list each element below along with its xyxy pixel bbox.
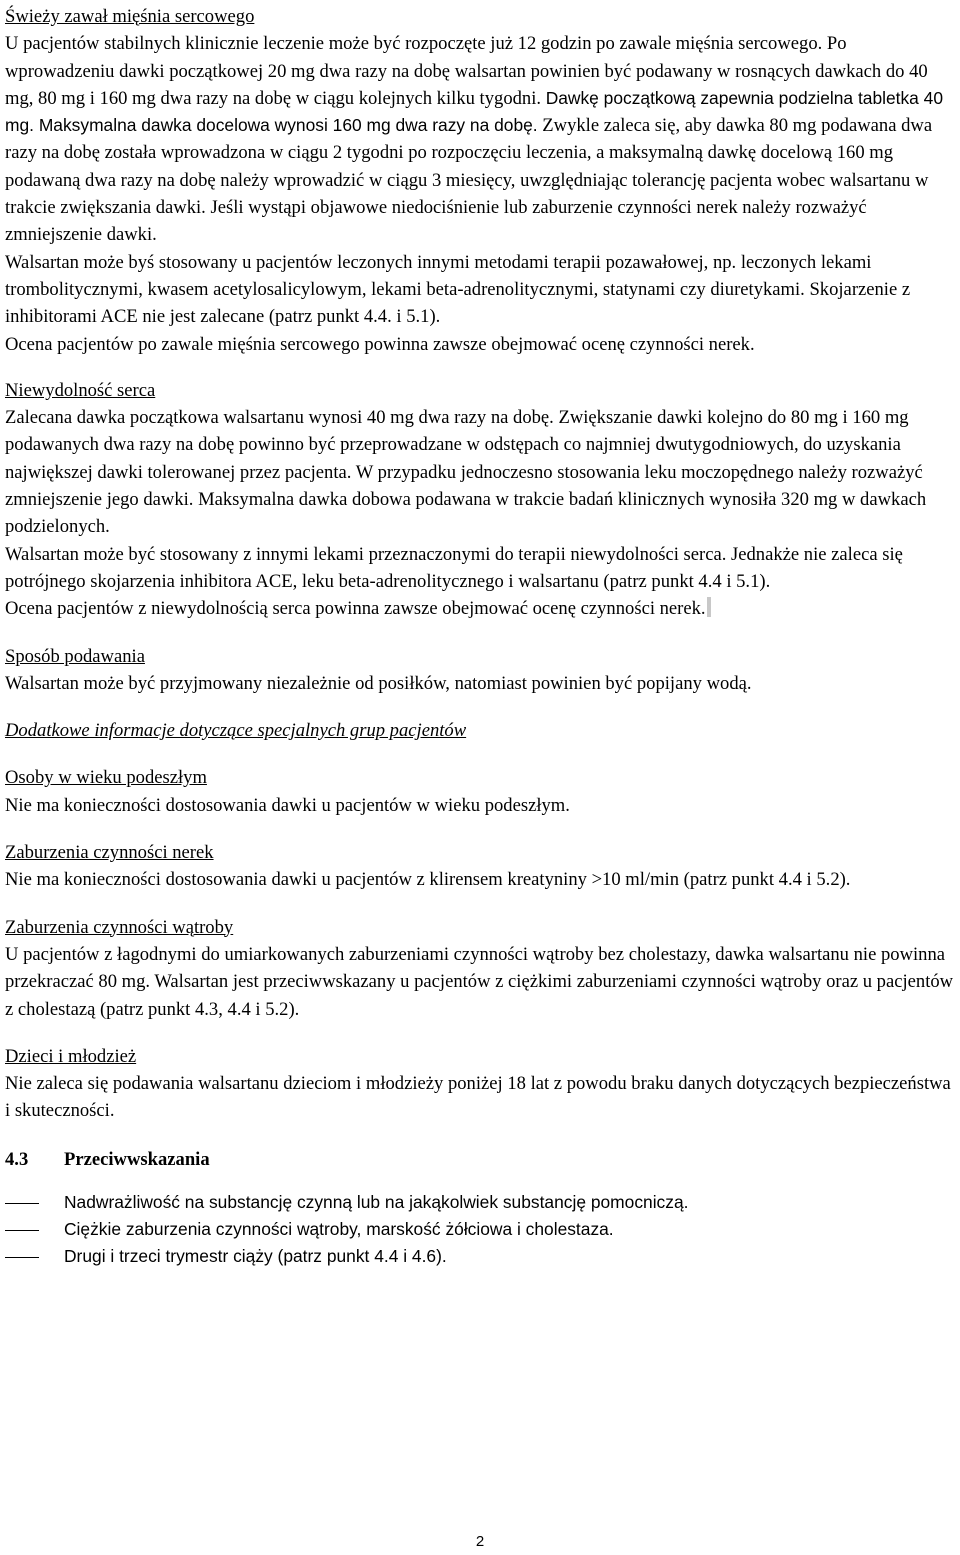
section-hepatic-impairment bbox=[5, 914, 955, 1023]
section-special-populations bbox=[5, 717, 955, 744]
paragraph: U pacjentów z łagodnymi do umiarkowanych zaburzeniami czynności wątroby bez cholestazy, dawka walsartanu nie powinna przekraczać 80 mg. Walsartan jest przeciwwskazany u pacjentów z ciężkimi zaburzeniami czynności wątroby oraz u pacjentów z cholestazą (patrz punkt 4.3, 4.4 i 5.2). bbox=[5, 943, 954, 1020]
paragraph-text: U pacjentów stabilnych klinicznie leczenie może być rozpoczęte już 12 godzin po zawale mięśnia sercowego. Po wprowadzeniu dawki początkowej 20 mg dwa razy na dobę walsartan powinien być podawany w rosnących dawkach do 40 mg, 80 mg i 160 mg dwa razy na dobę w ciągu kolejnych kilku tygodni. bbox=[5, 33, 928, 109]
paragraph-text: Ocena pacjentów z niewydolnością serca powinna zawsze obejmować ocenę czynności nerek. bbox=[5, 598, 706, 620]
paragraph bbox=[5, 30, 955, 248]
paragraph: Walsartan może być przyjmowany niezależnie od posiłków, natomiast powinien być popijany wodą. bbox=[5, 672, 752, 694]
list-item bbox=[5, 1216, 955, 1243]
section-title-text: Przeciwwskazania bbox=[64, 1148, 210, 1170]
section-elderly bbox=[5, 764, 955, 819]
section-number: 4.3 bbox=[5, 1148, 29, 1170]
section-heading: Dodatkowe informacje dotyczące specjalnych grup pacjentów bbox=[5, 720, 467, 742]
section-heading: Dzieci i młodzież bbox=[5, 1045, 137, 1067]
text-cursor bbox=[707, 597, 711, 617]
list-item-text: Drugi i trzeci trymestr ciąży (patrz punkt 4.4 i 4.6). bbox=[64, 1246, 447, 1267]
section-heading: Niewydolność serca bbox=[5, 379, 156, 401]
list-item-text: Ciężkie zaburzenia czynności wątroby, marskość żółciowa i cholestaza. bbox=[64, 1218, 614, 1239]
contraindications-list bbox=[5, 1189, 955, 1271]
paragraph-text: Dawkę początkową zapewnia podzielna tabletka 40 mg. Maksymalna dawka docelowa wynosi 160 mg dwa razy na dobę. bbox=[5, 87, 944, 136]
paragraph: Nie ma konieczności dostosowania dawki u pacjentów w wieku podeszłym. bbox=[5, 794, 570, 816]
list-item-text: Nadwrażliwość na substancję czynną lub na jakąkolwiek substancję pomocniczą. bbox=[64, 1191, 689, 1212]
paragraph: Ocena pacjentów po zawale mięśnia sercowego powinna zawsze obejmować ocenę czynności nerek. bbox=[5, 333, 755, 355]
paragraph: Nie zaleca się podawania walsartanu dzieciom i młodzieży poniżej 18 lat z powodu braku danych dotyczących bezpieczeństwa i skuteczności. bbox=[5, 1073, 951, 1122]
section-administration bbox=[5, 643, 955, 698]
paragraph: Zalecana dawka początkowa walsartanu wynosi 40 mg dwa razy na dobę. Zwiększanie dawki kolejno do 80 mg i 160 mg podawanych dwa razy na dobę powinno być przeprowadzane w odstępach co najmniej dwutygodniowych, do uzyskania największej dawki tolerowanej przez pacjenta. W przypadku jednoczesno stosowania leku moczopędnego należy rozważyć zmniejszenie jego dawki. Maksymalna dawka dobowa podawana w trakcie badań klinicznych wynosiła 320 mg w dawkach podzielonych. bbox=[5, 407, 927, 538]
section-heading: Świeży zawał mięśnia sercowego bbox=[5, 6, 255, 27]
section-heart-failure bbox=[5, 377, 955, 623]
section-heading: Sposób podawania bbox=[5, 645, 145, 667]
paragraph bbox=[5, 595, 955, 622]
section-heading: Osoby w wieku podeszłym bbox=[5, 767, 207, 789]
paragraph: Walsartan może byś stosowany u pacjentów leczonych innymi metodami terapii pozawałowej, np. leczonych lekami trombolitycznymi, kwasem acetylosalicylowym, lekami beta-adrenolitycznymi, statynami czy diuretykami. Skojarzenie z inhibitorami ACE nie jest zalecane (patrz punkt 4.4. i 5.1). bbox=[5, 251, 911, 328]
section-myocardial-infarction bbox=[5, 3, 955, 358]
section-title bbox=[5, 1147, 955, 1173]
paragraph-text: Zwykle zaleca się, aby dawka 80 mg podawana dwa razy na dobę została wprowadzona w ciągu 2 tygodni po rozpoczęciu leczenia, a maksymalną dawkę docelową 160 mg podawaną dwa razy na dobę należy wprowadzić w ciągu 3 miesięcy, uwzględniając tolerancję pacjenta wobec walsartanu w trakcie zwiększania dawki. Jeśli wystąpi objawowe niedociśnienie lub zaburzenie czynności nerek należy rozważyć zmniejszenie dawki. bbox=[5, 115, 933, 246]
section-heading: Zaburzenia czynności wątroby bbox=[5, 916, 234, 938]
section-renal-impairment bbox=[5, 839, 955, 894]
section-paediatric bbox=[5, 1043, 955, 1125]
document-page bbox=[5, 3, 955, 1271]
paragraph: Walsartan może być stosowany z innymi lekami przeznaczonymi do terapii niewydolności serca. Jednakże nie zaleca się potrójnego skojarzenia inhibitora ACE, leku beta-adrenolitycznego i walsartanu (patrz punkt 4.4 i 5.1). bbox=[5, 543, 903, 592]
section-contraindications bbox=[5, 1147, 955, 1271]
paragraph: Nie ma konieczności dostosowania dawki u pacjentów z klirensem kreatyniny >10 ml/min (patrz punkt 4.4 i 5.2). bbox=[5, 869, 851, 891]
list-item bbox=[5, 1189, 955, 1216]
section-heading: Zaburzenia czynności nerek bbox=[5, 842, 214, 864]
page-number: 2 bbox=[475, 1533, 485, 1550]
list-item bbox=[5, 1243, 955, 1270]
